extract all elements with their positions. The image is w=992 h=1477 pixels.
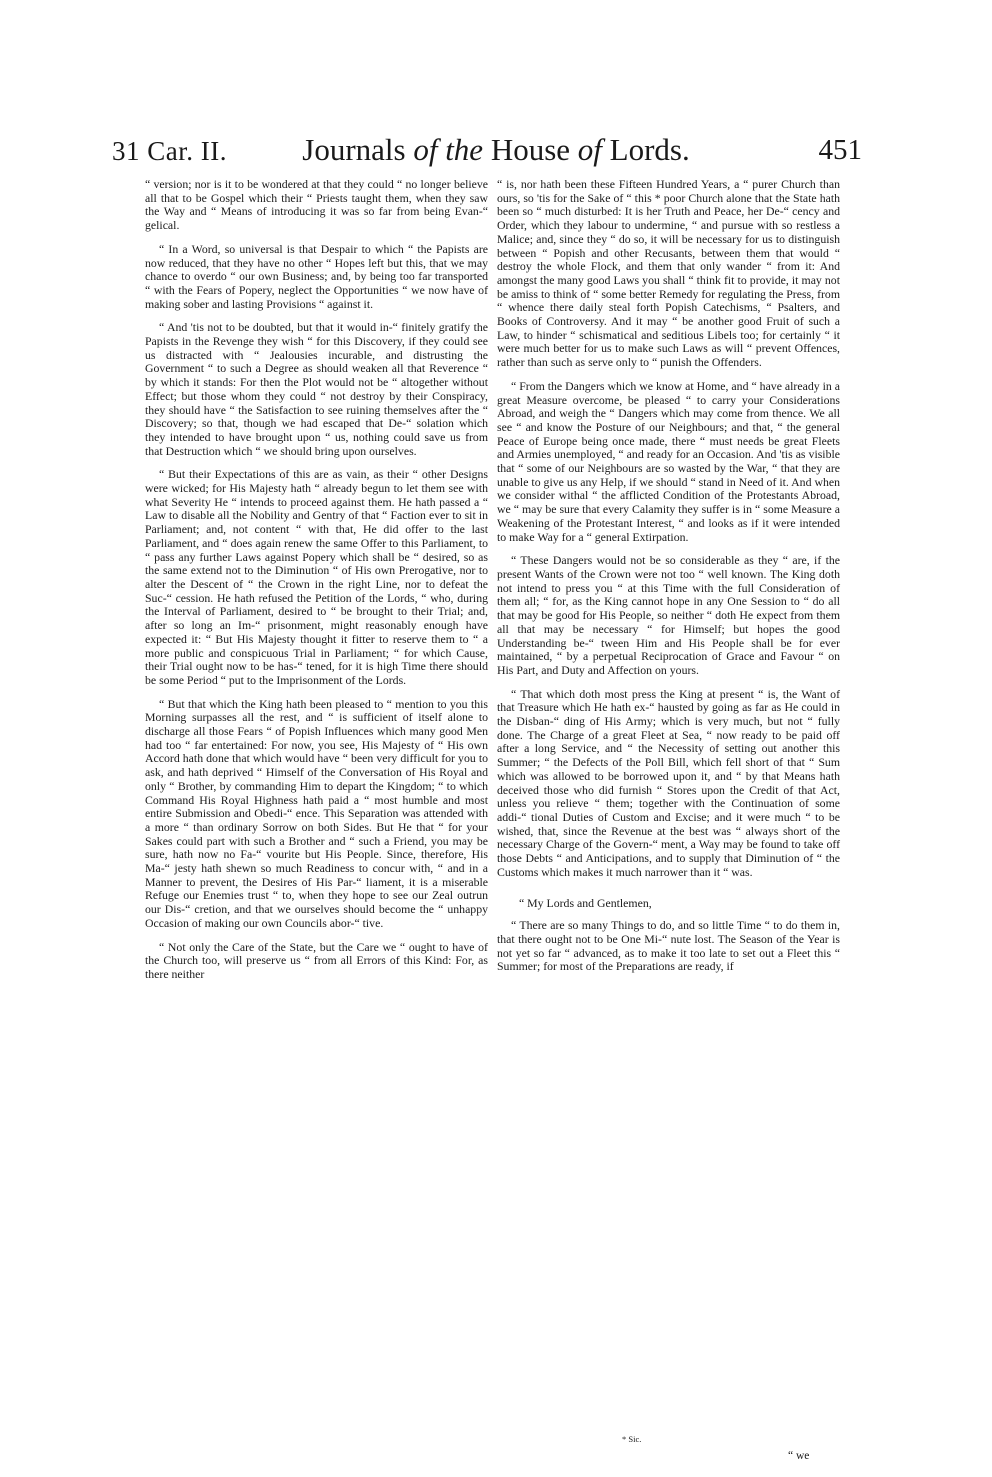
paragraph: “ In a Word, so universal is that Despair to which “ the Papists are now reduced, that they have no other “ Hopes left but this, that we may chance to overdo “ our own Business; and, by being too far transported “ with the Fears of Popery, neglect the Opportunities “ we now have of making sober and lasting Provisions “ against it. xyxy=(145,241,488,311)
footnote: * Sic. xyxy=(622,1434,642,1444)
paragraph: “ That which doth most press the King at present “ is, the Want of that Treasure which He hath ex-“ hausted by going as far as He could in the Disban-“ ding of His Army; which is very much, but not “ fully done. The Charge of a great Fleet at Sea, “ now ready to be paid off after a long Service, and “ the Necessity of setting out another this Summer; “ the Defects of the Poll Bill, which fell short of that “ Sum which was allowed to be borrowed upon it, and “ by that Means hath deceived those who did furnish “ Stores upon the Credit of that Act, unless you relieve “ them; together with the Continuation of some addi-“ tional Duties of Custom and Excise; and it were much “ to be wished, that, since the Revenue at the best was “ always short of the necessary Charge of the Govern-“ ment, a Way may be found to take off those Debts “ and Anticipations, and to supply that Diminution of “ the Customs which makes it much narrower than it “ was. xyxy=(497,686,840,879)
title-part-house: House xyxy=(483,132,578,167)
regnal-year: 31 Car. II. xyxy=(112,136,227,166)
paragraph: “ Not only the Care of the State, but the Care we “ ought to have of the Church too, will preserve us “ from all Errors of this Kind: For, as there neither xyxy=(145,939,488,981)
paragraph: “ But that which the King hath been pleased to “ mention to you this Morning surpasses all the rest, and “ is sufficient of itself alone to discharge all those Fears “ of Popish Influences which many good Men had too “ far entertained: For now, you see, His Majesty of “ His own Accord hath done that which would have “ been very difficult for you to ask, and hath deprived “ Himself of the Conversation of His Royal and only “ Brother, by commanding Him to depart the Kingdom; “ to which Command His Royal Highness hath paid a “ most humble and most entire Submission and Obedi-“ ence. This Separation was attended with a more “ than ordinary Sorrow on both Sides. But He that “ for your Sakes could part with such a Brother and “ such a Friend, you may be sure, hath now no Fa-“ vourite but His People. Since, therefore, His Ma-“ jesty hath shewn so much Readiness to concur with, “ and in a Manner to prevent, the Desires of His Par-“ liament, it is a miserable Refuge our Enemies trust “ to, when they hope to see our Zeal outrun our Dis-“ cretion, and that we ourselves should become the “ unhappy Occasion of making our own Councils abor-“ tive. xyxy=(145,696,488,930)
title-part-journals: Journals xyxy=(302,132,414,167)
page-number: 451 xyxy=(818,134,862,166)
salutation: “ My Lords and Gentlemen, xyxy=(519,896,652,911)
title-part-of: of xyxy=(577,132,602,167)
title-part-lords: Lords. xyxy=(601,132,690,167)
running-header xyxy=(0,130,992,180)
left-text-column xyxy=(145,178,488,992)
paragraph: “ These Dangers would not be so considerable as they “ are, if the present Wants of the Crown were not too “ well known. The King doth not intend to press you “ at this Time with the full Consideration of them all; “ for, as the King cannot hope in any One Session to “ do all that may be good for His People, so neither “ doth He expect from them all that may be necessary “ for Himself; but hopes the good Understanding be-“ tween Him and His People shall be for ever maintained, “ by a perpetual Reciprocation of Grace and Favour “ on His Part, and Duty and Affection on yours. xyxy=(497,553,840,677)
catchword: “ we xyxy=(788,1450,810,1462)
paragraph: “ From the Dangers which we know at Home, and “ have already in a great Measure overcome, be pleased “ to carry your Considerations Abroad, and weigh the “ Dangers which may come from thence. We all see “ and know the Posture of our Neighbours; and that, “ the general Peace of Europe being once made, there “ must needs be great Fleets and Armies unemployed, “ and ready for an Occasion. And 'tis as visible that “ some of our Neighbours are so wasted by the War, “ that they are unable to give us any Help, if we should “ stand in Need of it. And when we consider withal “ the afflicted Condition of the Protestants Abroad, we “ may be sure that every Calamity they suffer is in “ some Measure a Weakening of the Protestant Interest, “ and looks as if it were intended to make Way for a “ general Extirpation. xyxy=(497,378,840,544)
paragraph: “ But their Expectations of this are as vain, as their “ other Designs were wicked; for His Majesty hath “ already begun to let them see with what Severity He “ intends to proceed against them. He hath passed a “ Law to disable all the Nobility and Gentry of that “ Faction ever to sit in Parliament; and, not content “ with that, He did offer to the last Parliament, and “ does again renew the same Offer to this Parliament, to “ pass any further Laws against Popery which shall be “ desired, so as the same extend not to the Diminution “ of His own Prerogative, nor to alter the Descent of “ the Crown in the right Line, nor to defeat the Suc-“ cession. He hath refused the Petition of the Lords, “ who, during the Interval of Parliament, desired to “ be brought to their Trial; and, after so long an Im-“ prisonment, might reasonably enough have expected it: “ But His Majesty thought it fitter to reserve them to “ a more public and conspicuous Trial in Parliament; “ for which Cause, their Trial ought now to be has-“ tened, for it is high Time there should be some Period “ put to the Imprisonment of the Lords. xyxy=(145,467,488,687)
paragraph: “ is, nor hath been these Fifteen Hundred Years, a “ purer Church than ours, so 'tis for the Sake of “ this * poor Church alone that the State hath been so “ much disturbed: It is her Truth and Peace, her De-“ cency and Order, which they labour to undermine, “ and pursue with so restless a Malice; and, since they “ do so, it will be necessary for us to distinguish between “ Popish and other Recusants, between them that would “ destroy the whole Flock, and them that only wander “ from it: And amongst the many good Laws you shall “ think fit to provide, it may not be amiss to think of “ some better Remedy for regulating the Press, from “ whence there daily steal forth Popish Catechisms, “ Psalters, and Books of Controversy. And it may “ be another good Fruit of such a Law, to hinder “ schismatical and seditious Libels too; for certainly “ it were much better for us to make such Laws as will “ prevent Offences, rather than such as serve only to “ punish the Offenders. xyxy=(497,177,840,370)
paragraph: “ There are so many Things to do, and so little Time “ to do them in, that there ought not to be One Mi-“ nute lost. The Season of the Year is not yet so far “ advanced, as to make it too late to set out a Fleet this “ Summer; for most of the Preparations are ready, if xyxy=(497,918,840,974)
paragraph: “ And 'tis not to be doubted, but that it would in-“ finitely gratify the Papists in the Revenge they wish “ for this Discovery, if they could see us distracted with “ Jealousies incurable, and distrusting the Government “ to such a Degree as should weaken all that Reverence “ by which it stands: For then the Plot would not be “ altogether without Effect; but those whom they could “ not destroy by their Conspiracy, they should have “ the Satisfaction to see ruining themselves after the “ Discovery; so that, though we had escaped that De-“ solation which they intended to have brought upon “ us, nothing could save us from that Destruction which “ we should bring upon ourselves. xyxy=(145,320,488,458)
paragraph: “ version; nor is it to be wondered at that they could “ no longer believe all that to be Gospel which their “ Priests taught them, when they saw the Way and “ Means of introducing it was so far from being Evan-“ gelical. xyxy=(145,177,488,233)
right-text-column xyxy=(497,178,840,984)
title-part-of-the: of the xyxy=(413,132,484,167)
